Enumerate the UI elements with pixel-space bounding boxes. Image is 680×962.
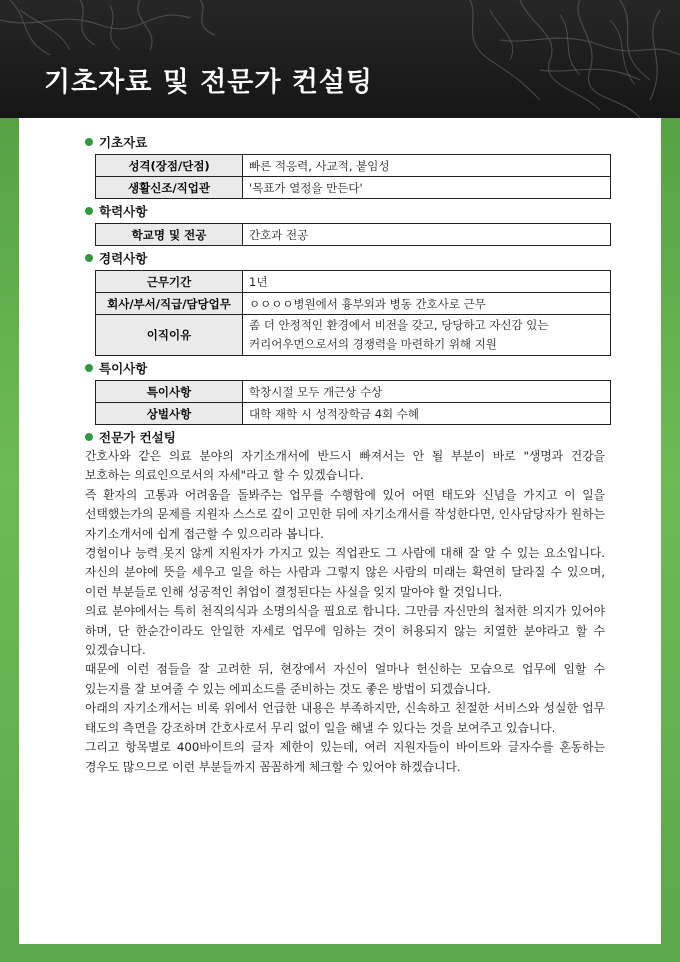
row-value: 간호과 전공 <box>243 224 611 246</box>
section-heading-consulting: 전문가 컨설팅 <box>85 429 621 447</box>
row-label: 근무기간 <box>96 271 243 293</box>
row-value-line: 커리어우먼으로서의 경쟁력을 마련하기 위해 지원 <box>249 337 497 351</box>
row-value: 대학 재학 시 성적장학금 4회 수혜 <box>243 403 611 425</box>
section-heading-education: 학력사항 <box>85 203 621 221</box>
row-value: '목표가 열정을 만든다' <box>243 177 611 199</box>
row-label: 생활신조/직업관 <box>96 177 243 199</box>
root-pattern-decoration <box>0 0 680 118</box>
table-row <box>96 177 611 199</box>
paragraph: 간호사와 같은 의료 분야의 자기소개서에 반드시 빠져서는 안 될 부분이 바로 "생명과 건강을 보호하는 의료인으로서의 자세"라고 할 수 있겠습니다. <box>85 449 605 483</box>
section-heading-basic: 기초자료 <box>85 134 621 152</box>
bullet-icon <box>85 433 93 441</box>
table-row <box>96 315 611 356</box>
table-row <box>96 155 611 177</box>
row-label: 성격(장점/단점) <box>96 155 243 177</box>
paragraph: 경험이나 능력 못지 않게 지원자가 가지고 있는 직업관도 그 사람에 대해 잘 알 수 있는 요소입니다. 자신의 분야에 뜻을 세우고 일을 하는 사람과 그렇지 않은 사람의 미래는 확연히 달라질 수 있으며, 이런 부분들로 인해 성공적인 취업이 결정된다는 사실을 잊지 말아야 할 것입니다. <box>85 546 605 599</box>
paragraph: 즉 환자의 고통과 어려움을 돌봐주는 업무를 수행함에 있어 어떤 태도와 신념을 가지고 이 일을 선택했는가의 문제를 지원자 스스로 깊이 고민한 뒤에 자기소개서를 작성한다면, 인사담당자가 원하는 자기소개서에 쉽게 접근할 수 있으리라 봅니다. <box>85 487 605 541</box>
bullet-icon <box>85 207 93 215</box>
table-row <box>96 293 611 315</box>
row-value: ㅇㅇㅇㅇ병원에서 흉부외과 병동 간호사로 근무 <box>243 293 611 315</box>
table-row <box>96 381 611 403</box>
row-label: 회사/부서/직급/담당업무 <box>96 293 243 315</box>
row-value: 1년 <box>243 271 611 293</box>
bullet-icon <box>85 138 93 146</box>
paragraph: 때문에 이런 점들을 잘 고려한 뒤, 현장에서 자신이 얼마나 헌신하는 모습으로 업무에 임할 수 있는지를 잘 보여줄 수 있는 에피소드를 준비하는 것도 좋은 방법이 되겠습니다. <box>85 662 605 696</box>
row-value <box>243 315 611 356</box>
row-label: 이직이유 <box>96 315 243 356</box>
table-row <box>96 271 611 293</box>
section-heading-special: 특이사항 <box>85 360 621 378</box>
paragraph: 아래의 자기소개서는 비록 위에서 언급한 내용은 부족하지만, 신속하고 친절한 서비스와 성실한 업무 태도의 측면을 강조하며 간호사로서 무리 없이 일을 해낼 수 있다는 것을 보여주고 있습니다. <box>85 701 605 735</box>
row-value: 학창시절 모두 개근상 수상 <box>243 381 611 403</box>
row-value-line: 좀 더 안정적인 환경에서 비전을 갖고, 당당하고 자신감 있는 <box>249 318 549 332</box>
bullet-icon <box>85 254 93 262</box>
bullet-icon <box>85 364 93 372</box>
consulting-body <box>85 447 605 777</box>
section-heading-career: 경력사항 <box>85 250 621 268</box>
page-title: 기초자료 및 전문가 컨설팅 <box>44 67 374 98</box>
row-label: 특이사항 <box>96 381 243 403</box>
document-page <box>19 118 661 944</box>
special-table <box>95 380 611 425</box>
paragraph: 의료 분야에서는 특히 천직의식과 소명의식을 필요로 합니다. 그만큼 자신만의 철저한 의지가 있어야 하며, 단 한순간이라도 안일한 자세로 업무에 임하는 것이 허용되지 않는 치열한 분야라고 할 수 있겠습니다. <box>85 604 605 658</box>
document-content <box>85 130 621 777</box>
table-row <box>96 224 611 246</box>
row-value: 빠른 적응력, 사교적, 붙임성 <box>243 155 611 177</box>
row-label: 학교명 및 전공 <box>96 224 243 246</box>
education-table <box>95 223 611 246</box>
table-row <box>96 403 611 425</box>
header-banner <box>0 0 680 118</box>
basic-info-table <box>95 154 611 199</box>
career-table <box>95 270 611 356</box>
paragraph: 그리고 항목별로 400바이트의 글자 제한이 있는데, 여러 지원자들이 바이트와 글자수를 혼동하는 경우도 많으므로 이런 부분들까지 꼼꼼하게 체크할 수 있어야 하겠습니다. <box>85 740 605 774</box>
row-label: 상벌사항 <box>96 403 243 425</box>
